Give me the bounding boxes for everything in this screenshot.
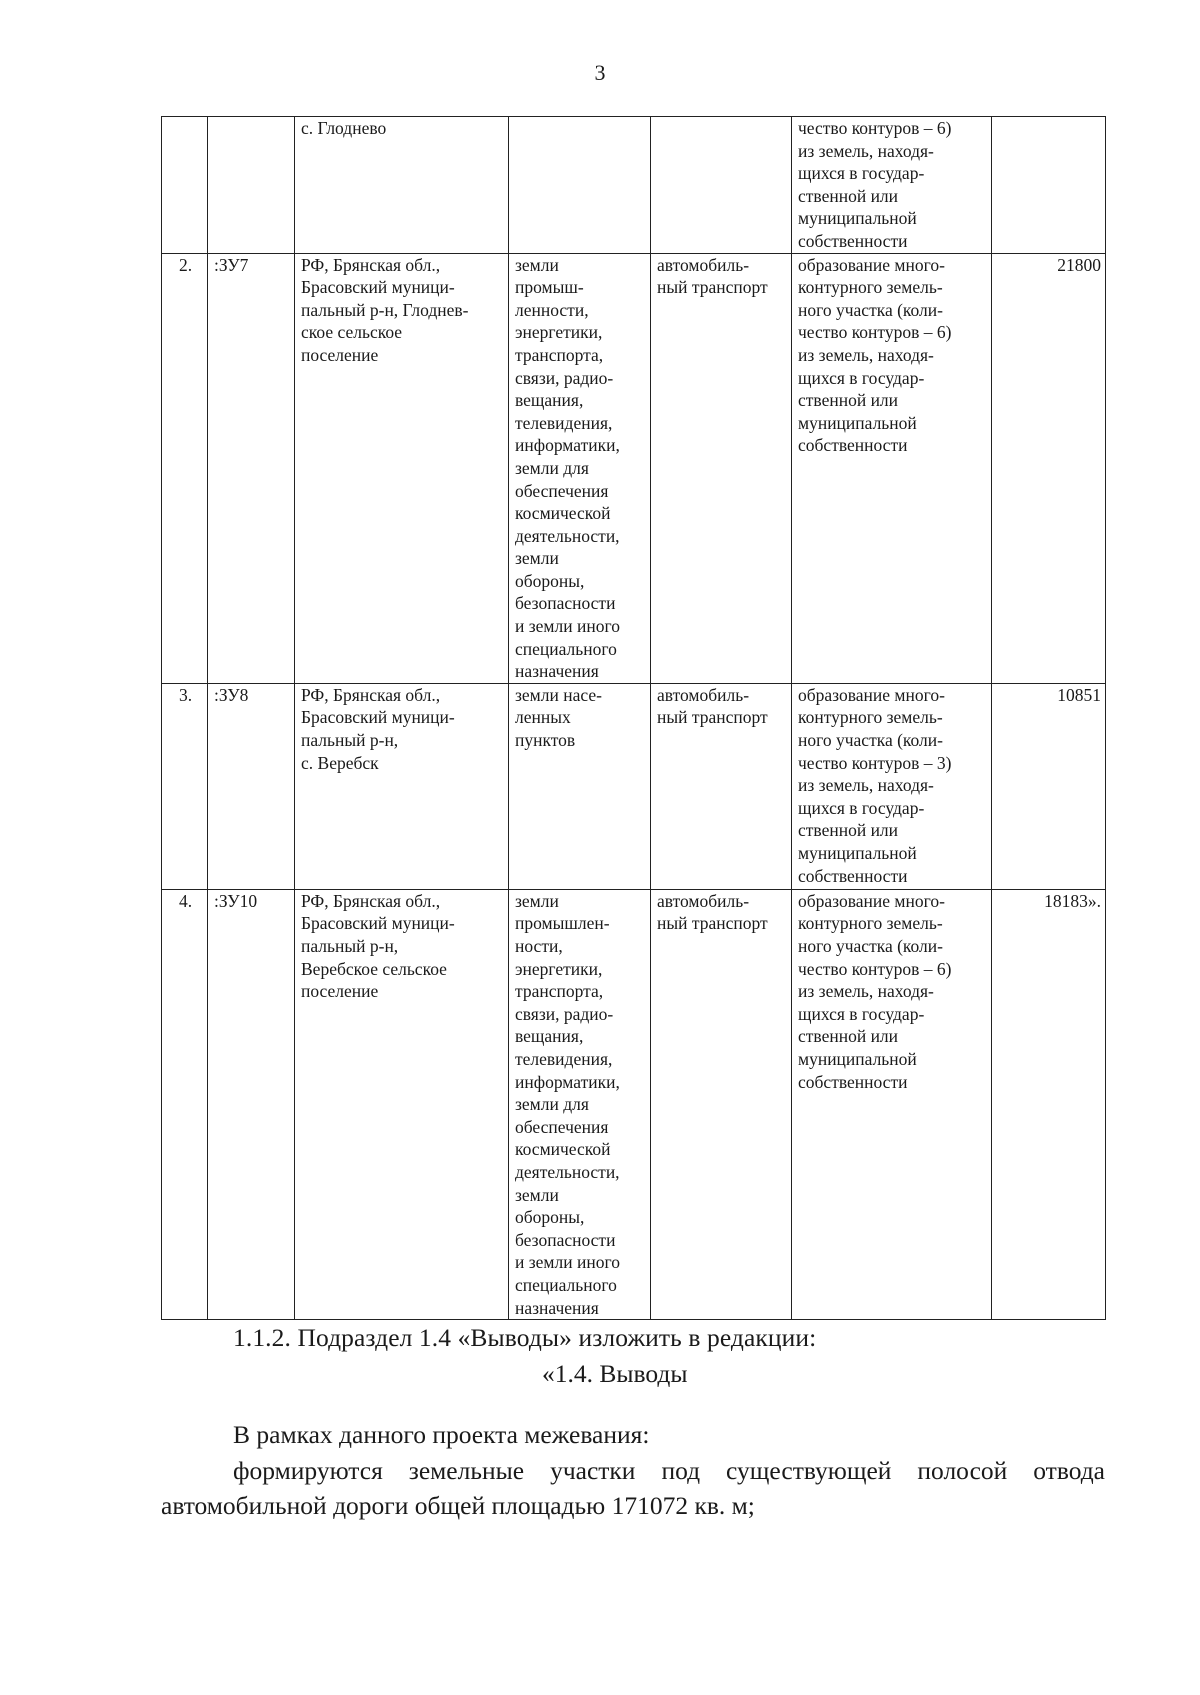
permitted-use-cell: автомобиль- ный транспорт [651,683,792,889]
plot-code-cell: :ЗУ8 [208,683,295,889]
land-plots-table [161,116,1106,1320]
table-row [162,889,1106,1319]
area-cell: 21800 [992,253,1106,683]
paragraph-body: формируются земельные участки под существующей полосой отвода автомобильной дороги общей площадью 171072 кв. м; [161,1456,1105,1520]
land-category-cell: земли промыш- ленности, энергетики, транспорта, связи, радио- вещания, телевидения, информатики, земли для обеспечения космической деятельности, земли обороны, безопасности и земли иного специального назначения [509,253,651,683]
table-row [162,117,1106,254]
row-number-cell: 3. [162,683,208,889]
plot-code-cell: :ЗУ7 [208,253,295,683]
location-cell: РФ, Брянская обл., Брасовский муници- пальный р-н, Глоднев- ское сельское поселение [295,253,509,683]
permitted-use-cell: автомобиль- ный транспорт [651,253,792,683]
formation-method-cell: образование много- контурного земель- ного участка (коли- чество контуров – 3) из земель, находя- щихся в государ- ственной или муниципальной собственности [792,683,992,889]
row-number-cell: 4. [162,889,208,1319]
formation-method-cell: образование много- контурного земель- ного участка (коли- чество контуров – 6) из земель, находя- щихся в государ- ственной или муниципальной собственности [792,889,992,1319]
location-cell: с. Глоднево [295,117,509,254]
table-row [162,683,1106,889]
area-cell [992,117,1106,254]
row-number-cell [162,117,208,254]
section-title: «1.4. Выводы [542,1359,688,1388]
plot-code-cell: :ЗУ10 [208,889,295,1319]
location-cell: РФ, Брянская обл., Брасовский муници- пальный р-н, с. Веребск [295,683,509,889]
location-cell: РФ, Брянская обл., Брасовский муници- пальный р-н, Веребское сельское поселение [295,889,509,1319]
land-category-cell [509,117,651,254]
plot-code-cell [208,117,295,254]
area-cell: 10851 [992,683,1106,889]
row-number-cell: 2. [162,253,208,683]
table-row [162,253,1106,683]
formation-method-cell: чество контуров – 6) из земель, находя- щихся в государ- ственной или муниципальной собственности [792,117,992,254]
subsection-instruction: 1.1.2. Подраздел 1.4 «Выводы» изложить в редакции: [233,1323,817,1352]
page-number: 3 [594,60,606,85]
land-category-cell: земли насе- ленных пунктов [509,683,651,889]
permitted-use-cell: автомобиль- ный транспорт [651,889,792,1319]
permitted-use-cell [651,117,792,254]
formation-method-cell: образование много- контурного земель- ного участка (коли- чество контуров – 6) из земель, находя- щихся в государ- ственной или муниципальной собственности [792,253,992,683]
area-cell: 18183». [992,889,1106,1319]
land-category-cell: земли промышлен- ности, энергетики, транспорта, связи, радио- вещания, телевидения, информатики, земли для обеспечения космической деятельности, земли обороны, безопасности и земли иного специального назначения [509,889,651,1319]
paragraph-intro: В рамках данного проекта межевания: [233,1420,650,1449]
